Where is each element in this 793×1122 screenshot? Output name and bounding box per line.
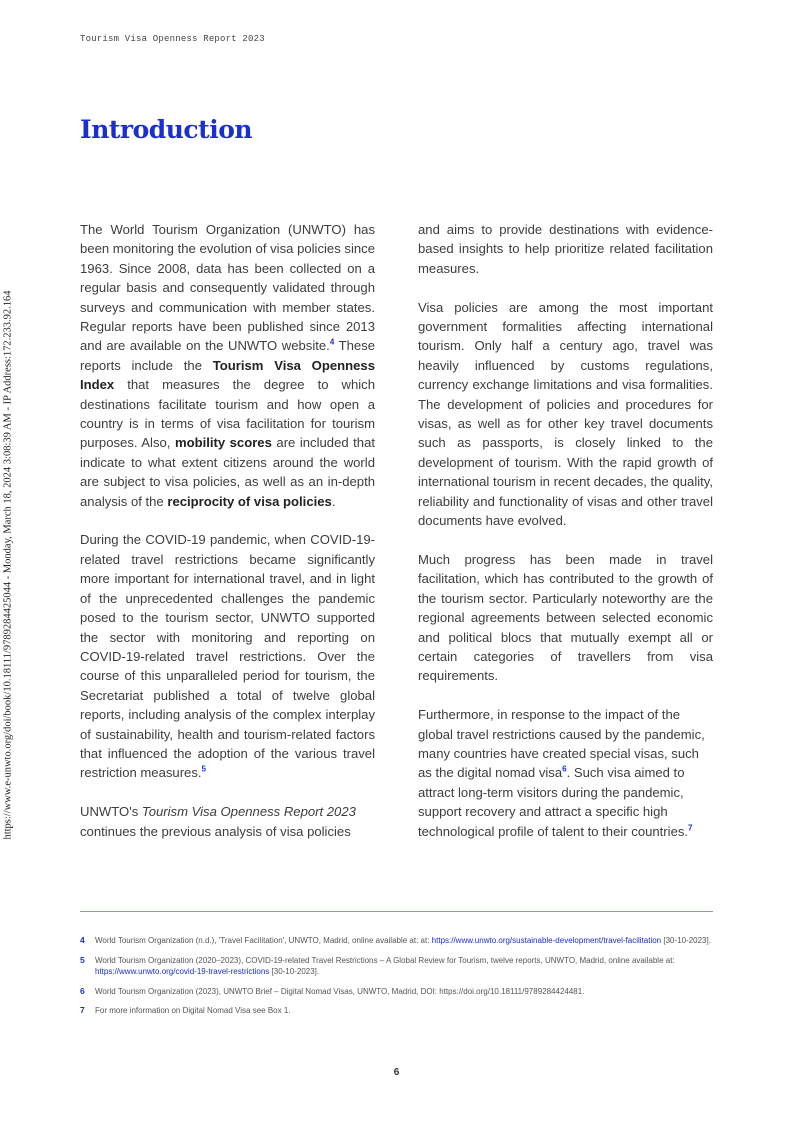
- body-text: are included that indicate to what extent citizens around the world are subject to visa policies, as well as an in-depth analysis of the: [80, 435, 375, 509]
- page-title: Introduction: [80, 115, 253, 144]
- emphasis-text: Tourism Visa Openness Index: [80, 357, 375, 393]
- body-text: Furthermore, in response to the impact of the global travel restrictions caused by the pandemic, many countries have created special visas, such as the digital nomad visa: [418, 707, 705, 781]
- footnote-number: 4: [80, 935, 85, 945]
- footnotes: [80, 935, 720, 1025]
- paragraph: [80, 802, 375, 841]
- report-title-text: Tourism Visa Openness Report 2023: [141, 804, 356, 820]
- body-text: World Tourism Organization (2020–2023), COVID-19-related Travel Restrictions – A Global Review for Tourism, twelve reports, UNWTO, Madrid, online available at:: [95, 955, 675, 965]
- paragraph: [80, 530, 375, 782]
- footnote-link[interactable]: https://www.unwto.org/covid-19-travel-restrictions: [95, 967, 270, 976]
- body-column-left: [80, 220, 375, 860]
- footnote-text: [95, 986, 584, 998]
- footnote-reference[interactable]: 4: [329, 338, 335, 348]
- body-text: UNWTO's: [80, 804, 142, 820]
- footnote-reference[interactable]: 7: [688, 823, 693, 833]
- body-text: The World Tourism Organization (UNWTO) has been monitoring the evolution of visa policies since 1963. Since 2008, data has been collected on a regular basis and consequently validated through surveys and communication with member states. Regular reports have been published since 2013 and are available on the UNWTO website.: [80, 222, 375, 354]
- footnote-divider: [80, 911, 713, 912]
- body-text: These reports include the: [80, 338, 375, 373]
- body-text: continues the previous analysis of visa policies: [80, 823, 351, 839]
- body-text: Much progress has been made in travel facilitation, which has contributed to the growth of the tourism sector. Particularly noteworthy are the regional agreements between selected economic and political blocs that mutually exempt all or certain categories of travellers from visa requirements.: [418, 551, 713, 684]
- body-text: and aims to provide destinations with evidence-based insights to help prioritize related facilitation measures.: [418, 222, 713, 276]
- running-header: Tourism Visa Openness Report 2023: [80, 34, 265, 44]
- footnote: [80, 1005, 720, 1017]
- footnote-number: 7: [80, 1005, 85, 1015]
- footnote-reference[interactable]: 6: [562, 764, 567, 774]
- page-number: 6: [393, 1067, 400, 1078]
- download-watermark: https://www.e-unwto.org/doi/book/10.18111/9789284425044 - Monday, March 18, 2024 3:08:39 AM - IP Address:172.233.92.164: [2, 290, 14, 840]
- body-text: that measures the degree to which destinations facilitate tourism and how open a country is in terms of visa facilitation for tourism purposes. Also,: [80, 377, 375, 451]
- body-text: [30-10-2023].: [269, 967, 320, 976]
- footnote-text: [95, 1005, 291, 1017]
- footnote-text: [95, 935, 711, 947]
- body-text: Visa policies are among the most important government formalities affecting international tourism. Only half a century ago, travel was heavily influenced by customs regulations, currency exchange limitations and visa formalities. The development of policies and procedures for visas, as well as for other key travel documents such as passports, is closely linked to the development of tourism. With the rapid growth of international tourism in recent decades, the quality, reliability and functionality of visas and other travel documents have evolved.: [418, 299, 713, 529]
- footnote: [80, 935, 720, 947]
- body-text: During the COVID-19 pandemic, when COVID-19-related travel restrictions became significantly more important for international travel, and in light of the unprecedented challenges the pandemic posed to the tourism sector, UNWTO supported the sector with monitoring and reporting on COVID-19-related travel restrictions. Over the course of this unparalleled period for tourism, the Secretariat published a total of twelve global reports, including analysis of the complex interplay of sustainability, health and tourism-related factors that influenced the adoption of the various travel restriction measures.: [80, 532, 375, 781]
- footnote: [80, 955, 720, 978]
- emphasis-text: reciprocity of visa policies: [167, 493, 332, 509]
- paragraph: [418, 705, 713, 841]
- body-text: . Such visa aimed to attract long-term visitors during the pandemic, support recovery and attract a specific high technological profile of talent to their countries.: [418, 765, 689, 839]
- footnote-text: [95, 955, 720, 978]
- body-text: World Tourism Organization (n.d.), 'Travel Facilitation', UNWTO, Madrid, online available at: at:: [95, 936, 432, 945]
- footnote-number: 6: [80, 985, 85, 996]
- paragraph: [418, 298, 713, 531]
- body-column-right: [418, 220, 713, 860]
- paragraph: [418, 220, 713, 278]
- paragraph: [418, 550, 713, 686]
- emphasis-text: mobility scores: [174, 435, 272, 451]
- paragraph: [80, 220, 375, 511]
- body-text: [30-10-2023].: [661, 936, 711, 945]
- body-text: .: [331, 493, 336, 509]
- footnote-number: 5: [80, 954, 85, 965]
- footnote: [80, 986, 720, 998]
- footnote-reference[interactable]: 5: [201, 765, 206, 774]
- footnote-link[interactable]: https://www.unwto.org/sustainable-development/travel-facilitation: [431, 936, 662, 945]
- body-text: For more information on Digital Nomad Visa see Box 1.: [95, 1006, 291, 1015]
- body-text: World Tourism Organization (2023), UNWTO Brief – Digital Nomad Visas, UNWTO, Madrid, DOI: https://doi.org/10.18111/9789284424481.: [95, 986, 585, 996]
